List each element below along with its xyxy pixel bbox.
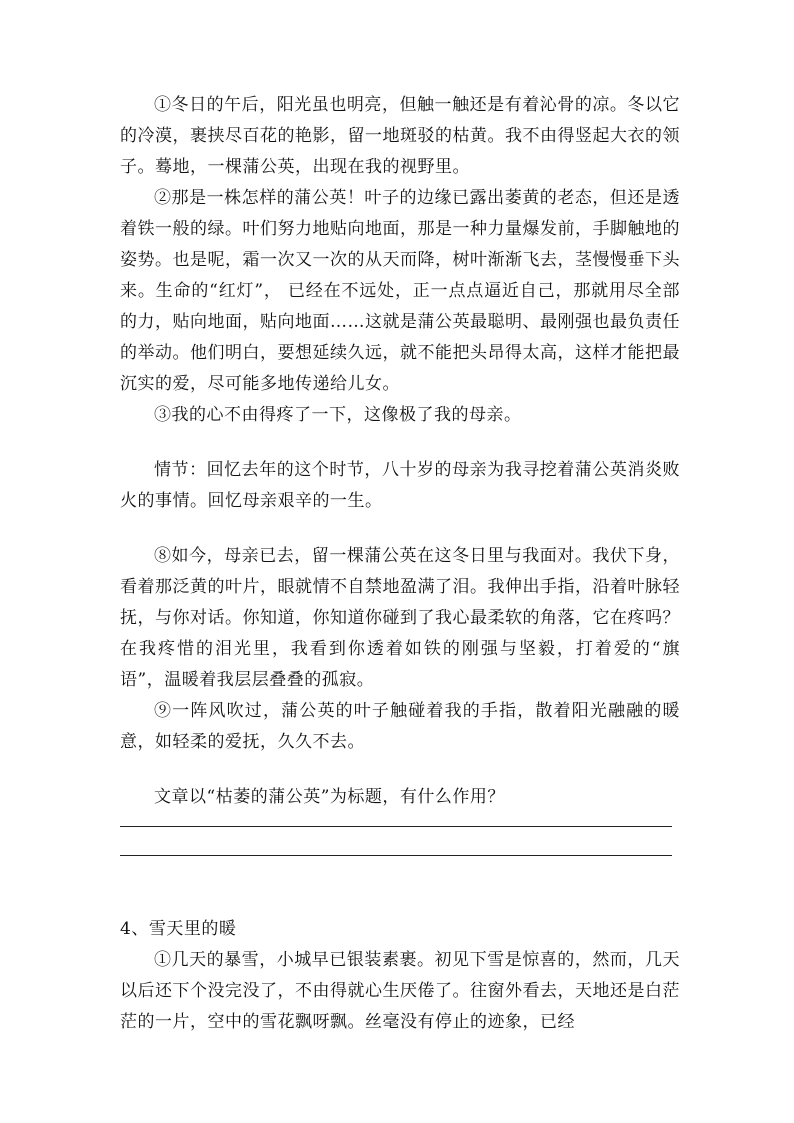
paragraph-3: ③我的心不由得疼了一下，这像极了我的母亲。 [154, 405, 522, 425]
spacer [120, 517, 680, 541]
spacer [120, 431, 680, 455]
answer-area[interactable] [120, 826, 680, 856]
spacer [120, 856, 680, 890]
spacer [120, 890, 680, 914]
paragraph-8: ⑧如今，母亲已去，留一棵蒲公英在这冬日里与我面对。我伏下身，看着那泛黄的叶片，眼就情不自禁地盈满了泪。我伸出手指，沿着叶脉轻抚，与你对话。你知道，你知道你碰到了我心最柔软的角落，它在疼吗？在我疼惜的泪光里，我看到你透着如铁的刚强与坚毅，打着爱的“旗语”，温暖着我层层叠叠的孤寂。 [120, 546, 680, 690]
spacer [120, 758, 680, 782]
paragraph-2: ②那是一株怎样的蒲公英！叶子的边缘已露出萎黄的老态，但还是透着铁一般的绿。叶们努力地贴向地面，那是一种力量爆发前，手脚触地的姿势。也是呢，霜一次又一次的从天而降，树叶渐渐飞去，茎慢慢垂下头来。生命的“红灯”， 已经在不远处，正一点点逼近自己，那就用尽全部的力，贴向地面，贴向地面……这就是蒲公英最聪明、最刚强也最负责任的举动。他们明白，要想延续久远，就不能把头昂得太高，这样才能把最沉实的爱，尽可能多地传递给儿女。 [120, 188, 680, 394]
paragraph-9: ⑨一阵风吹过，蒲公英的叶子触碰着我的手指，散着阳光融融的暖意，如轻柔的爱抚，久久不去。 [120, 701, 680, 752]
question-text: 文章以“枯萎的蒲公英”为标题，有什么作用？ [154, 787, 505, 807]
paragraph-1-section-4: ①几天的暴雪，小城早已银装素裹。初见下雪是惊喜的，然而，几天以后还下个没完没了，不由得就心生厌倦了。往窗外看去，天地还是白茫茫的一片，空中的雪花飘呀飘。丝毫没有停止的迹象，已经 [120, 950, 680, 1032]
plot-summary: 情节：回忆去年的这个时节，八十岁的母亲为我寻挖着蒲公英消炎败火的事情。回忆母亲艰辛的一生。 [120, 460, 680, 511]
paragraph-1: ①冬日的午后，阳光虽也明亮，但触一触还是有着沁骨的凉。冬以它的冷漠，裹挟尽百花的艳影，留一地斑驳的枯黄。我不由得竖起大衣的领子。蓦地，一棵蒲公英，出现在我的视野里。 [120, 95, 680, 177]
section-title: 4、雪天里的暖 [120, 919, 237, 939]
answer-line [120, 826, 672, 827]
document-page [120, 90, 680, 1038]
